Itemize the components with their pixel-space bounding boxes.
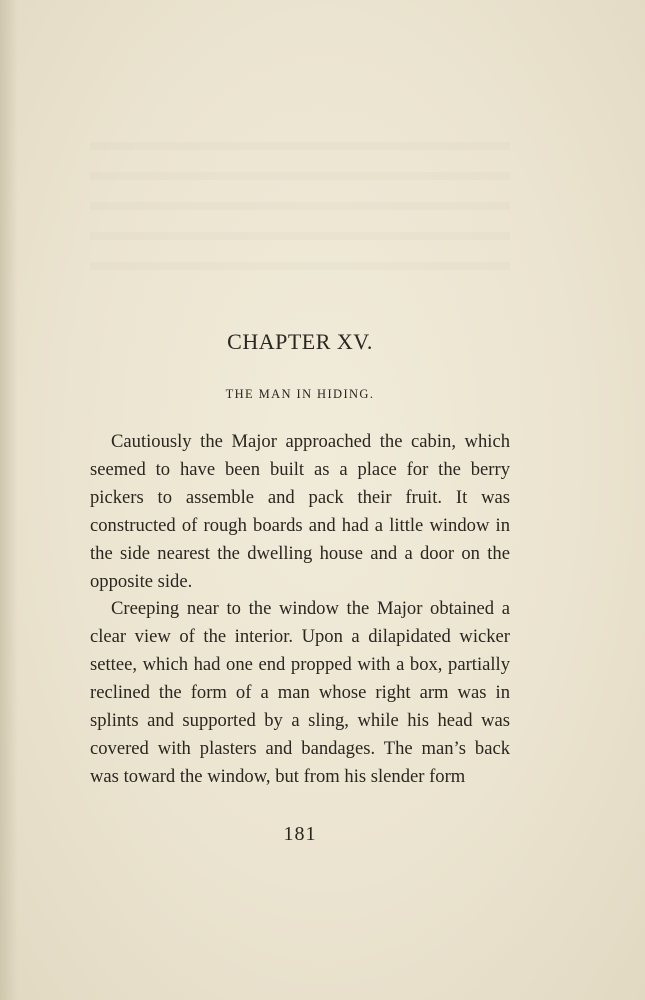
paragraph: Cautiously the Major approached the cabin, which seemed to have been built as a place for the berry pickers to assemble and pack their fruit. It was constructed of rough boards and had a little window in the side nearest the dwelling house and a door on the opposite side. <box>90 431 510 592</box>
paragraph: Creeping near to the window the Major obtained a clear view of the interior. Upon a dilapidated wicker settee, which had one end propped with a box, partially reclined the form of a man whose right arm was in splints and supported by a sling, while his head was covered with plasters and bandages. The man’s back was toward the window, but from his slender form <box>90 598 510 787</box>
page-number: 181 <box>283 823 317 845</box>
chapter-title: CHAPTER XV. <box>227 329 373 354</box>
chapter-subtitle: THE MAN IN HIDING. <box>225 387 375 401</box>
body-text <box>90 428 510 791</box>
